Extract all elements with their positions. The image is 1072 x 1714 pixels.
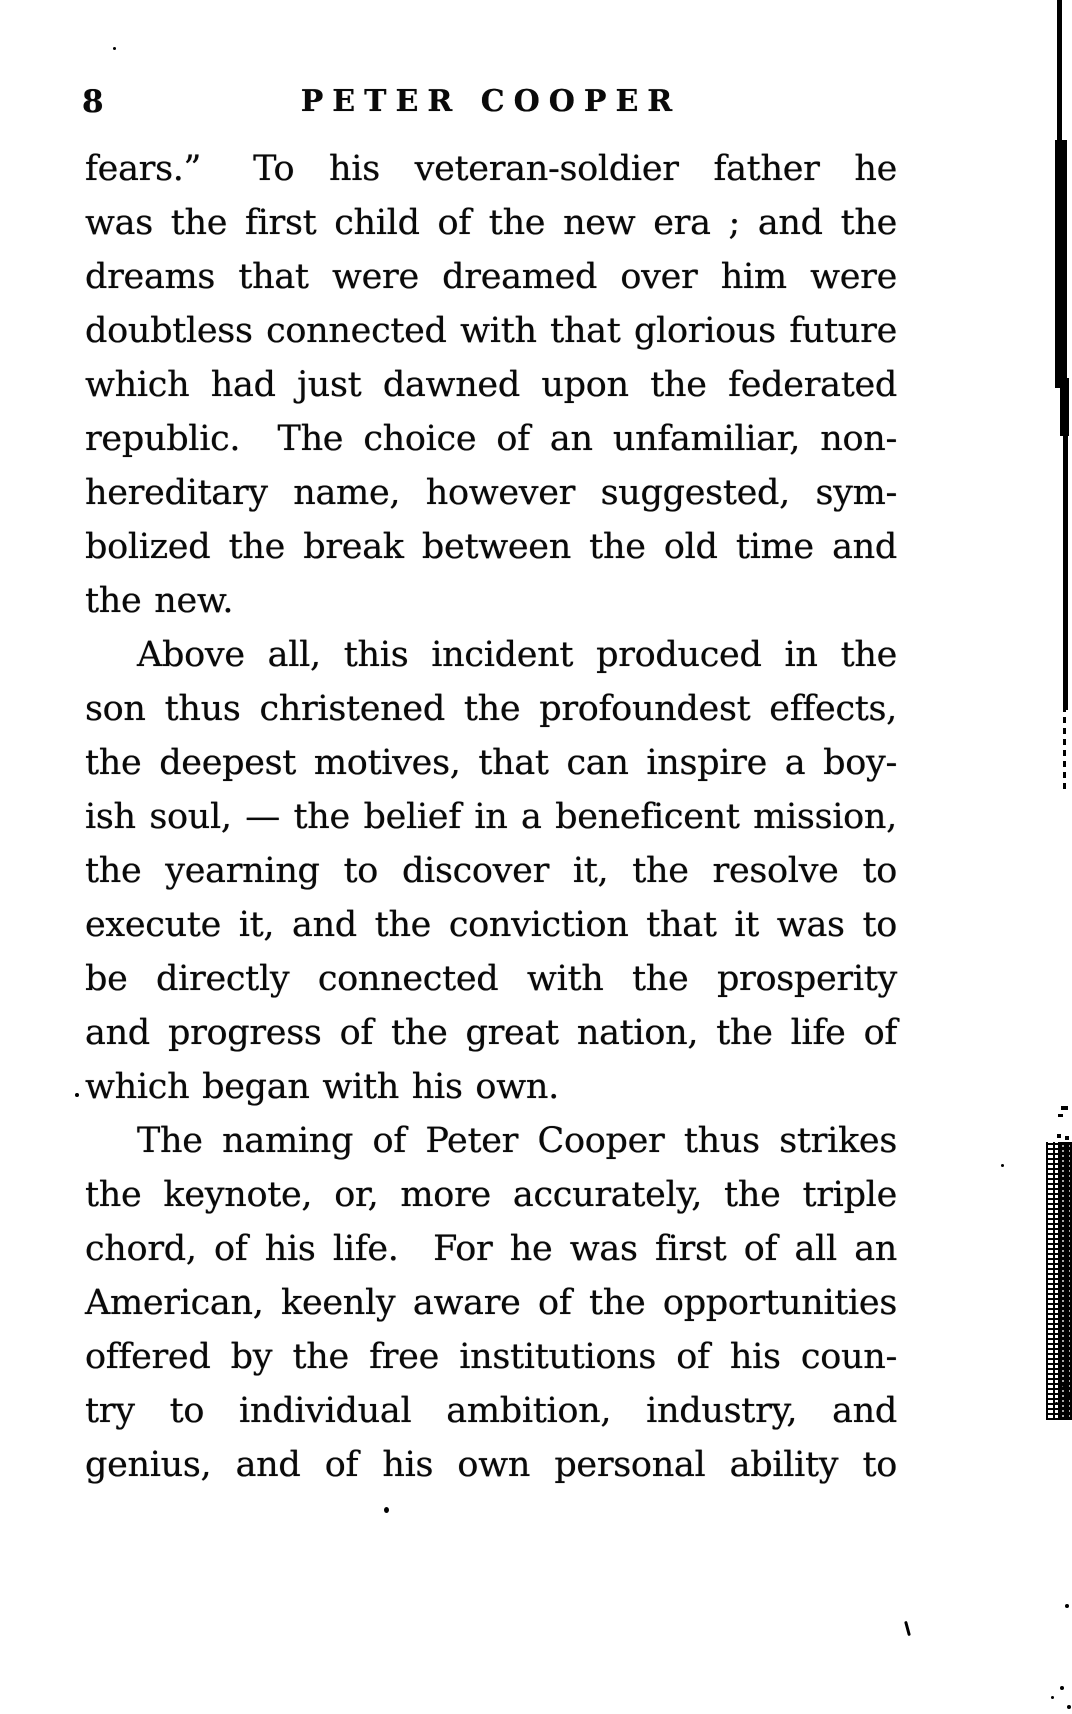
text-line: Above all, this incident produced in the [137,635,897,675]
scan-speck [1067,1705,1071,1709]
text-line: was the first child of the new era ; and the [85,203,897,243]
scan-speck [384,1507,389,1513]
scan-edge-line [1063,706,1066,792]
scan-edge-line [1055,140,1067,388]
text-line: dreams that were dreamed over him were [85,257,897,297]
text-line: son thus christened the profoundest effects, [85,689,897,729]
text-line: American, keenly aware of the opportunities [85,1283,897,1323]
pen-mark [904,1621,911,1636]
page-number: 8 [82,84,105,120]
scan-speck [1062,1383,1066,1387]
scan-noise-band [1058,1142,1072,1420]
text-line: the keynote, or, more accurately, the triple [85,1175,897,1215]
scan-speck [1065,1136,1069,1140]
text-line: chord, of his life. For he was first of all an [85,1229,897,1269]
text-line: which began with his own. [85,1067,559,1107]
text-line: hereditary name, however suggested, sym- [85,473,897,513]
scan-speck [113,47,116,50]
text-line: bolized the break between the old time and [85,527,897,567]
text-line: be directly connected with the prosperity [85,959,897,999]
scan-speck [1051,1696,1054,1699]
scan-speck [1057,1134,1061,1138]
text-line: try to individual ambition, industry, and [85,1391,897,1431]
text-line: the deepest motives, that can inspire a boy- [85,743,897,783]
scan-edge-line [1063,430,1068,710]
text-line: execute it, and the conviction that it was to [85,905,897,945]
running-header: PETER COOPER [300,84,682,119]
scan-speck [1060,1686,1064,1690]
text-line: and progress of the great nation, the life of [85,1013,897,1053]
scan-speck [1067,1394,1071,1398]
scan-speck [1065,1604,1069,1608]
text-line: doubtless connected with that glorious future [85,311,897,351]
page-body-text [85,142,897,1492]
text-line: the new. [85,581,234,621]
text-line: ish soul, — the belief in a beneficent mission, [85,797,897,837]
scan-speck [75,1093,79,1097]
text-line: fears.” To his veteran-soldier father he [85,149,897,189]
scan-speck [1055,1402,1058,1405]
scan-speck [1001,1164,1004,1167]
text-line: genius, and of his own personal ability to [85,1445,897,1485]
text-line: offered by the free institutions of his coun- [85,1337,897,1377]
text-line: the yearning to discover it, the resolve to [85,851,897,891]
text-line: which had just dawned upon the federated [85,365,897,405]
text-line: republic. The choice of an unfamiliar, non- [85,419,897,459]
text-line: The naming of Peter Cooper thus strikes [137,1121,897,1161]
scan-speck [1058,1114,1063,1117]
scan-edge-line [1057,0,1062,150]
scan-edge-line [1060,378,1069,436]
scan-speck [1061,1106,1068,1110]
